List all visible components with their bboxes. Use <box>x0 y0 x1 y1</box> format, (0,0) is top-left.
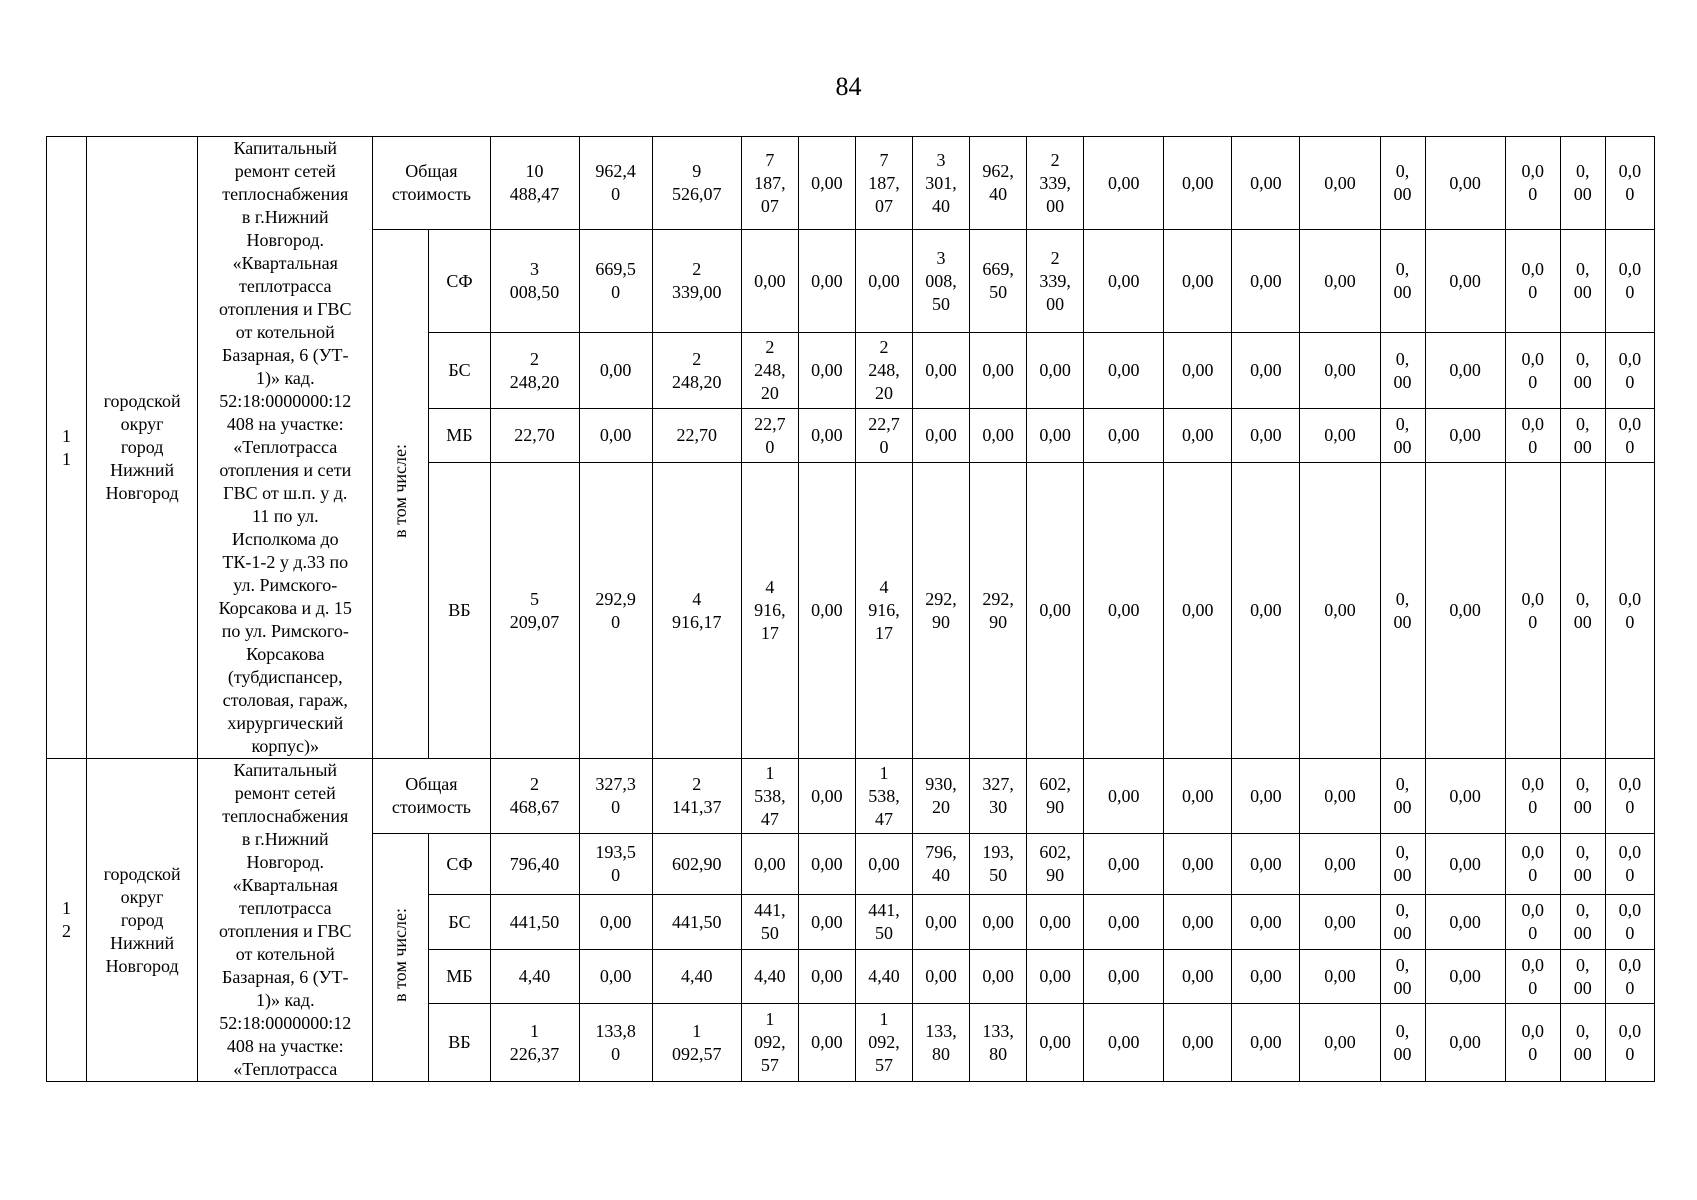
value-cell: 0,00 <box>1164 950 1232 1004</box>
value-cell: 2 339, 00 <box>1027 137 1084 230</box>
value-cell: 0,00 <box>1164 1004 1232 1082</box>
value-cell: 0,00 <box>1425 137 1505 230</box>
value-cell: 0,00 <box>1300 895 1380 950</box>
value-cell: 0,00 <box>1232 137 1300 230</box>
value-cell: 0,00 <box>1425 333 1505 409</box>
funding-source-label: СФ <box>429 230 490 333</box>
value-cell: 0, 00 <box>1380 409 1425 463</box>
value-cell: 0,00 <box>1164 333 1232 409</box>
value-cell: 4,40 <box>741 950 798 1004</box>
value-cell: 0,0 0 <box>1505 137 1560 230</box>
total-cost-label: Общая стоимость <box>373 759 490 834</box>
value-cell: 0,00 <box>970 895 1027 950</box>
value-cell: 0,00 <box>855 230 912 333</box>
value-cell: 0,00 <box>798 834 855 895</box>
value-cell: 3 008, 50 <box>912 230 969 333</box>
including-label <box>373 230 429 759</box>
value-cell: 602,90 <box>652 834 741 895</box>
value-cell: 0,00 <box>579 950 652 1004</box>
value-cell: 22,7 0 <box>855 409 912 463</box>
value-cell: 0, 00 <box>1560 333 1605 409</box>
value-cell: 0, 00 <box>1380 834 1425 895</box>
cost-table <box>46 136 1655 1082</box>
value-cell: 0,0 0 <box>1605 950 1654 1004</box>
value-cell: 0,00 <box>1084 950 1164 1004</box>
municipality-cell: городской округ город Нижний Новгород <box>87 759 198 1082</box>
value-cell: 0,0 0 <box>1505 230 1560 333</box>
value-cell: 0,00 <box>579 409 652 463</box>
value-cell: 0,0 0 <box>1505 409 1560 463</box>
value-cell: 669, 50 <box>970 230 1027 333</box>
value-cell: 0,00 <box>1027 895 1084 950</box>
value-cell: 0,00 <box>1300 463 1380 759</box>
value-cell: 0,00 <box>1164 230 1232 333</box>
value-cell: 0,00 <box>741 834 798 895</box>
row-number: 1 2 <box>47 759 87 1082</box>
value-cell: 9 526,07 <box>652 137 741 230</box>
value-cell: 0,0 0 <box>1605 333 1654 409</box>
value-cell: 0,0 0 <box>1505 759 1560 834</box>
value-cell: 0, 00 <box>1560 895 1605 950</box>
value-cell: 0, 00 <box>1560 834 1605 895</box>
value-cell: 0,00 <box>970 333 1027 409</box>
value-cell: 0,00 <box>1027 409 1084 463</box>
value-cell: 0,0 0 <box>1605 137 1654 230</box>
page-number: 84 <box>835 72 862 101</box>
value-cell: 2 248, 20 <box>741 333 798 409</box>
value-cell: 930, 20 <box>912 759 969 834</box>
value-cell: 0,00 <box>1027 333 1084 409</box>
value-cell: 0,00 <box>1300 1004 1380 1082</box>
value-cell: 292, 90 <box>970 463 1027 759</box>
value-cell: 0,00 <box>1425 834 1505 895</box>
value-cell: 0,00 <box>1425 463 1505 759</box>
value-cell: 0,0 0 <box>1505 950 1560 1004</box>
value-cell: 669,5 0 <box>579 230 652 333</box>
value-cell: 0,00 <box>970 409 1027 463</box>
value-cell: 0,00 <box>1084 409 1164 463</box>
value-cell: 0,0 0 <box>1605 1004 1654 1082</box>
value-cell: 2 339, 00 <box>1027 230 1084 333</box>
value-cell: 0,00 <box>579 333 652 409</box>
value-cell: 441,50 <box>490 895 579 950</box>
value-cell: 0,00 <box>579 895 652 950</box>
value-cell: 0,0 0 <box>1605 463 1654 759</box>
value-cell: 2 248,20 <box>652 333 741 409</box>
value-cell: 0,0 0 <box>1505 834 1560 895</box>
value-cell: 4,40 <box>855 950 912 1004</box>
value-cell: 1 538, 47 <box>855 759 912 834</box>
value-cell: 0, 00 <box>1380 137 1425 230</box>
value-cell: 0,00 <box>798 950 855 1004</box>
value-cell: 292,9 0 <box>579 463 652 759</box>
municipality-cell: городской округ город Нижний Новгород <box>87 137 198 759</box>
value-cell: 0, 00 <box>1560 137 1605 230</box>
value-cell: 0,00 <box>1425 895 1505 950</box>
value-cell: 0,00 <box>1164 759 1232 834</box>
value-cell: 1 226,37 <box>490 1004 579 1082</box>
including-label-text: в том числе: <box>390 907 411 1002</box>
value-cell: 0,0 0 <box>1505 895 1560 950</box>
funding-source-label: БС <box>429 895 490 950</box>
description-cell: Капитальный ремонт сетей теплоснабжения в г.Нижний Новгород. «Квартальная теплотрасса отопления и ГВС от котельной Базарная, 6 (УТ- 1)» кад. 52:18:0000000:12 408 на участке: «Теплотрасса отопления и сети ГВС от ш.п. у д. 11 по ул. Исполкома до ТК-1-2 у д.33 по ул. Римского- Корсакова и д. 15 по ул. Римского- Корсакова (тубдиспансер, столовая, гараж, хирургический корпус)» <box>198 137 373 759</box>
value-cell: 0,00 <box>1232 409 1300 463</box>
value-cell: 5 209,07 <box>490 463 579 759</box>
value-cell: 0, 00 <box>1380 333 1425 409</box>
value-cell: 0,00 <box>912 950 969 1004</box>
value-cell: 133,8 0 <box>579 1004 652 1082</box>
value-cell: 4 916, 17 <box>855 463 912 759</box>
row-number: 1 1 <box>47 137 87 759</box>
value-cell: 0,00 <box>798 333 855 409</box>
value-cell: 0,0 0 <box>1505 333 1560 409</box>
value-cell: 0,0 0 <box>1505 463 1560 759</box>
value-cell: 2 468,67 <box>490 759 579 834</box>
value-cell: 0,00 <box>1425 409 1505 463</box>
value-cell: 0,00 <box>1300 950 1380 1004</box>
value-cell: 0,00 <box>1300 834 1380 895</box>
value-cell: 193, 50 <box>970 834 1027 895</box>
value-cell: 0,00 <box>1027 950 1084 1004</box>
value-cell: 0,00 <box>912 895 969 950</box>
value-cell: 602, 90 <box>1027 834 1084 895</box>
value-cell: 0,0 0 <box>1605 409 1654 463</box>
value-cell: 0,00 <box>1232 1004 1300 1082</box>
value-cell: 22,7 0 <box>741 409 798 463</box>
value-cell: 1 092, 57 <box>855 1004 912 1082</box>
value-cell: 0,00 <box>1084 230 1164 333</box>
value-cell: 0,00 <box>1300 333 1380 409</box>
value-cell: 962,4 0 <box>579 137 652 230</box>
value-cell: 7 187, 07 <box>741 137 798 230</box>
value-cell: 2 141,37 <box>652 759 741 834</box>
value-cell: 0,00 <box>798 230 855 333</box>
value-cell: 0,00 <box>1084 137 1164 230</box>
value-cell: 0,00 <box>912 333 969 409</box>
value-cell: 0,0 0 <box>1605 834 1654 895</box>
value-cell: 193,5 0 <box>579 834 652 895</box>
value-cell: 0,00 <box>798 409 855 463</box>
value-cell: 327,3 0 <box>579 759 652 834</box>
value-cell: 0,00 <box>1232 759 1300 834</box>
value-cell: 0,00 <box>1425 759 1505 834</box>
value-cell: 1 092,57 <box>652 1004 741 1082</box>
value-cell: 0,0 0 <box>1605 230 1654 333</box>
value-cell: 0,00 <box>1027 1004 1084 1082</box>
value-cell: 0,00 <box>1232 950 1300 1004</box>
value-cell: 0, 00 <box>1380 759 1425 834</box>
value-cell: 0, 00 <box>1560 759 1605 834</box>
value-cell: 0,00 <box>798 895 855 950</box>
funding-source-label: СФ <box>429 834 490 895</box>
value-cell: 0,00 <box>798 137 855 230</box>
value-cell: 796,40 <box>490 834 579 895</box>
value-cell: 0, 00 <box>1560 463 1605 759</box>
value-cell: 441, 50 <box>855 895 912 950</box>
funding-source-label: БС <box>429 333 490 409</box>
value-cell: 10 488,47 <box>490 137 579 230</box>
value-cell: 4,40 <box>490 950 579 1004</box>
value-cell: 0, 00 <box>1380 950 1425 1004</box>
value-cell: 0,00 <box>798 463 855 759</box>
value-cell: 0,00 <box>1084 333 1164 409</box>
funding-source-label: МБ <box>429 950 490 1004</box>
value-cell: 0,00 <box>798 1004 855 1082</box>
table-row <box>47 137 1655 230</box>
value-cell: 0,0 0 <box>1505 1004 1560 1082</box>
value-cell: 0, 00 <box>1560 230 1605 333</box>
value-cell: 0,00 <box>1164 895 1232 950</box>
value-cell: 292, 90 <box>912 463 969 759</box>
value-cell: 0,0 0 <box>1605 759 1654 834</box>
value-cell: 0, 00 <box>1380 463 1425 759</box>
value-cell: 0,00 <box>1084 1004 1164 1082</box>
value-cell: 0, 00 <box>1380 1004 1425 1082</box>
value-cell: 441,50 <box>652 895 741 950</box>
value-cell: 2 248, 20 <box>855 333 912 409</box>
value-cell: 0, 00 <box>1560 950 1605 1004</box>
funding-source-label: ВБ <box>429 463 490 759</box>
value-cell: 0,00 <box>798 759 855 834</box>
value-cell: 22,70 <box>652 409 741 463</box>
including-label <box>373 834 429 1082</box>
value-cell: 0,00 <box>1300 230 1380 333</box>
value-cell: 4,40 <box>652 950 741 1004</box>
including-label-text: в том числе: <box>390 444 411 538</box>
value-cell: 0,00 <box>1300 409 1380 463</box>
value-cell: 327, 30 <box>970 759 1027 834</box>
value-cell: 1 538, 47 <box>741 759 798 834</box>
description-cell: Капитальный ремонт сетей теплоснабжения в г.Нижний Новгород. «Квартальная теплотрасса отопления и ГВС от котельной Базарная, 6 (УТ- 1)» кад. 52:18:0000000:12 408 на участке: «Теплотрасса <box>198 759 373 1082</box>
value-cell: 2 339,00 <box>652 230 741 333</box>
value-cell: 0,00 <box>1232 230 1300 333</box>
value-cell: 1 092, 57 <box>741 1004 798 1082</box>
value-cell: 962, 40 <box>970 137 1027 230</box>
funding-source-label: МБ <box>429 409 490 463</box>
value-cell: 0,00 <box>741 230 798 333</box>
value-cell: 0,00 <box>912 409 969 463</box>
value-cell: 0,00 <box>1300 759 1380 834</box>
value-cell: 602, 90 <box>1027 759 1084 834</box>
funding-source-label: ВБ <box>429 1004 490 1082</box>
value-cell: 0,00 <box>1232 834 1300 895</box>
value-cell: 0,00 <box>855 834 912 895</box>
value-cell: 0,00 <box>1425 230 1505 333</box>
value-cell: 7 187, 07 <box>855 137 912 230</box>
value-cell: 3 301, 40 <box>912 137 969 230</box>
value-cell: 0,00 <box>1232 333 1300 409</box>
value-cell: 0,00 <box>1164 137 1232 230</box>
value-cell: 0,00 <box>1164 409 1232 463</box>
value-cell: 0,00 <box>1084 895 1164 950</box>
value-cell: 0,0 0 <box>1605 895 1654 950</box>
value-cell: 133, 80 <box>970 1004 1027 1082</box>
value-cell: 0,00 <box>1425 950 1505 1004</box>
value-cell: 3 008,50 <box>490 230 579 333</box>
value-cell: 4 916, 17 <box>741 463 798 759</box>
value-cell: 0,00 <box>1300 137 1380 230</box>
value-cell: 133, 80 <box>912 1004 969 1082</box>
value-cell: 441, 50 <box>741 895 798 950</box>
value-cell: 2 248,20 <box>490 333 579 409</box>
table-row <box>47 759 1655 834</box>
value-cell: 0,00 <box>1164 463 1232 759</box>
value-cell: 0, 00 <box>1380 895 1425 950</box>
value-cell: 4 916,17 <box>652 463 741 759</box>
value-cell: 0,00 <box>1027 463 1084 759</box>
value-cell: 0,00 <box>1232 895 1300 950</box>
value-cell: 0,00 <box>1084 463 1164 759</box>
value-cell: 0,00 <box>1232 463 1300 759</box>
value-cell: 0,00 <box>970 950 1027 1004</box>
value-cell: 0, 00 <box>1380 230 1425 333</box>
value-cell: 0,00 <box>1425 1004 1505 1082</box>
value-cell: 22,70 <box>490 409 579 463</box>
value-cell: 0, 00 <box>1560 409 1605 463</box>
value-cell: 0,00 <box>1084 759 1164 834</box>
total-cost-label: Общая стоимость <box>373 137 490 230</box>
value-cell: 0,00 <box>1084 834 1164 895</box>
value-cell: 796, 40 <box>912 834 969 895</box>
value-cell: 0, 00 <box>1560 1004 1605 1082</box>
value-cell: 0,00 <box>1164 834 1232 895</box>
